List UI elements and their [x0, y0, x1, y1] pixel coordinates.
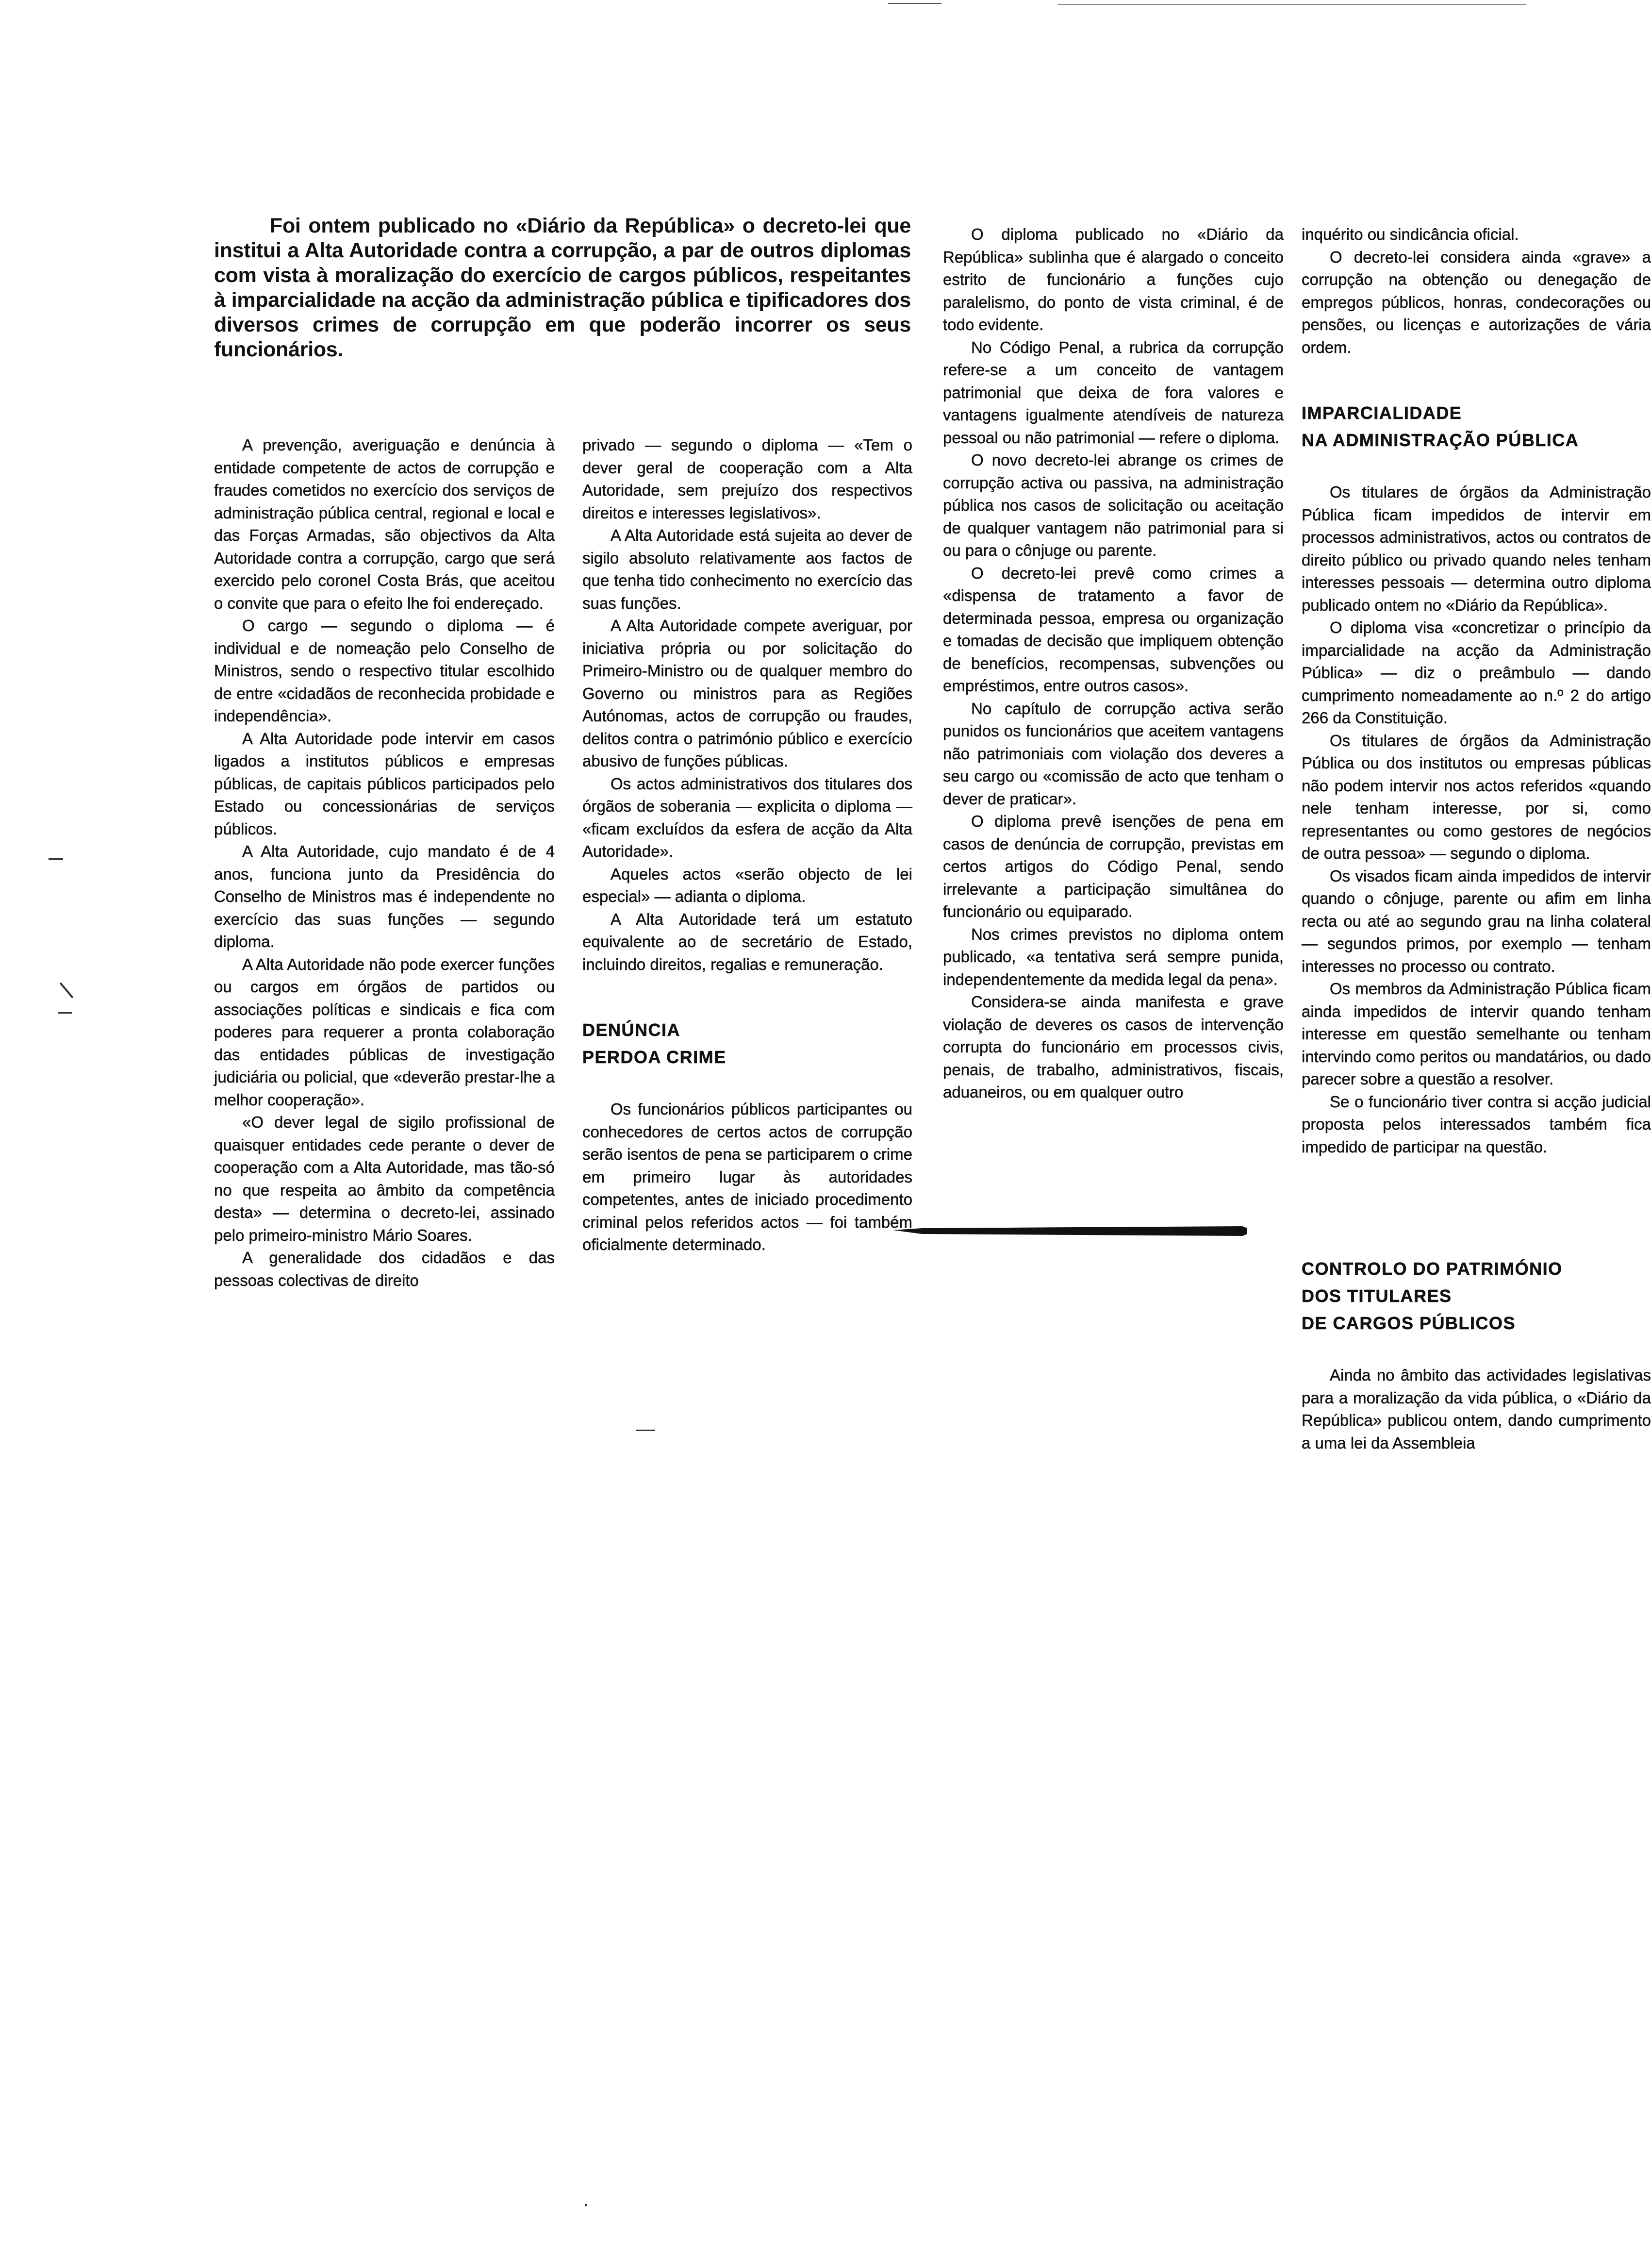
section-heading-controlo [1302, 1255, 1651, 1337]
heading-line: DE CARGOS PÚBLICOS [1302, 1313, 1516, 1333]
paragraph: O diploma publicado no «Diário da República» sublinha que é alargado o conceito estrito de funcionário a funções cujo paralelismo, do ponto de vista criminal, é de todo evidente. [943, 225, 1284, 334]
paragraph: O decreto-lei prevê como crimes a «dispensa de tratamento a favor de determinada pessoa, empresa ou organização e tomadas de decisão que impliquem obtenção de benefícios, recompensas, subvenções ou empréstimos, entre outros casos». [943, 564, 1284, 695]
paragraph: A Alta Autoridade terá um estatuto equivalente ao de secretário de Estado, incluindo direitos, regalias e remuneração. [582, 910, 912, 973]
article-column-2 [582, 434, 912, 1256]
paragraph: Os visados ficam ainda impedidos de intervir quando o cônjuge, parente ou afim em linha recta ou até ao segundo grau na linha colateral — segundos primos, por exemplo — tenham interesses no processo ou contrato. [1302, 867, 1651, 975]
paragraph: Se o funcionário tiver contra si acção judicial proposta pelos interessados também fica impedido de participar na questão. [1302, 1092, 1651, 1156]
article-column-1 [214, 434, 555, 1292]
paragraph: «O dever legal de sigilo profissional de quaisquer entidades cede perante o dever de cooperação com a Alta Autoridade, mas tão-só no que respeita ao âmbito da competência desta» — determina o decreto-lei, assinado pelo primeiro-ministro Mário Soares. [214, 1113, 555, 1244]
column-separator-bar [893, 1224, 1252, 1237]
section-heading-imparcialidade [1302, 400, 1651, 454]
paragraph: O novo decreto-lei abrange os crimes de corrupção activa ou passiva, na administração pública nos casos de solicitação ou aceitação de qualquer vantagem não patrimonial para si ou para o cônjuge ou parente. [943, 451, 1284, 559]
paragraph: O diploma prevê isenções de pena em casos de denúncia de corrupção, previstas em certos artigos do Código Penal, sendo irrelevante a participação simultânea do funcionário ou equiparado. [943, 812, 1284, 920]
scan-mark [49, 858, 63, 860]
scan-mark [60, 982, 74, 998]
paragraph: Aqueles actos «serão objecto de lei especial» — adianta o diploma. [582, 865, 912, 905]
paragraph: Os funcionários públicos participantes ou conhecedores de certos actos de corrupção serão isentos de pena se participarem o crime em primeiro lugar às autoridades competentes, antes de iniciado procedimento criminal pelos referidos actos — foi também oficialmente determinado. [582, 1100, 912, 1253]
article-column-3 [943, 223, 1284, 1104]
section-heading-denuncia [582, 1017, 912, 1071]
paragraph: Os titulares de órgãos da Administração Pública ficam impedidos de intervir em processos administrativos, actos ou contratos de direito público ou privado quando neles tenham interesses pessoais — determina outro diploma publicado ontem no «Diário da República». [1302, 483, 1651, 614]
paragraph: A generalidade dos cidadãos e das pessoas colectivas de direito [214, 1249, 555, 1289]
top-rule-left [888, 3, 941, 4]
paragraph: A Alta Autoridade compete averiguar, por iniciativa própria ou por solicitação do Primeiro-Ministro ou de qualquer membro do Governo ou ministros para as Regiões Autónomas, actos de corrupção ou fraudes, delitos contra o património público e exercício abusivo de funções públicas. [582, 617, 912, 770]
scan-mark [636, 1430, 655, 1431]
heading-line: IMPARCIALIDADE [1302, 403, 1462, 423]
heading-line: PERDOA CRIME [582, 1047, 726, 1067]
paragraph: Os membros da Administração Pública ficam ainda impedidos de intervir quando tenham interesse em questão semelhante ou tenham intervindo como peritos ou mandatários, ou dado parecer sobre a questão a resolver. [1302, 980, 1651, 1088]
top-rule-right [1058, 4, 1526, 5]
paragraph: A Alta Autoridade, cujo mandato é de 4 anos, funciona junto da Presidência do Conselho de Ministros mas é independente no exercício das suas funções — segundo diploma. [214, 842, 555, 951]
paragraph: No capítulo de corrupção activa serão punidos os funcionários que aceitem vantagens não patrimoniais com violação dos deveres a seu cargo ou «comissão de acto que tenham o dever de praticar». [943, 699, 1284, 808]
paragraph: O cargo — segundo o diploma — é individual e de nomeação pelo Conselho de Ministros, sendo o respectivo titular escolhido de entre «cidadãos de reconhecida probidade e independência». [214, 617, 555, 725]
heading-line: DENÚNCIA [582, 1020, 681, 1040]
paragraph: A Alta Autoridade não pode exercer funções ou cargos em órgãos de partidos ou associações políticas e sindicais e fica com poderes para requerer a pronta colaboração das entidades públicas de investigação judiciária ou policial, que «deverão prestar-lhe a melhor cooperação». [214, 955, 555, 1109]
paragraph: Os actos administrativos dos titulares dos órgãos de soberania — explicita o diploma — «ficam excluídos da esfera de acção da Alta Autoridade». [582, 774, 912, 860]
paragraph: inquérito ou sindicância oficial. [1302, 225, 1519, 243]
paragraph: A Alta Autoridade está sujeita ao dever de sigilo absoluto relativamente aos factos de que tenha tido conhecimento no exercício das suas funções. [582, 526, 912, 612]
paragraph: Nos crimes previstos no diploma ontem publicado, «a tentativa será sempre punida, independentemente da medida legal da pena». [943, 925, 1284, 988]
heading-line: NA ADMINISTRAÇÃO PÚBLICA [1302, 430, 1579, 450]
paragraph: Os titulares de órgãos da Administração Pública ou dos institutos ou empresas públicas não podem intervir nos actos referidos «quando nele tenham interesse, por si, como representantes ou como gestores de negócios de outra pessoa» — segundo o diploma. [1302, 731, 1651, 862]
heading-line: DOS TITULARES [1302, 1286, 1452, 1306]
paragraph: Ainda no âmbito das actividades legislativas para a moralização da vida pública, o «Diário da República» publicou ontem, dando cumprimento a uma lei da Assembleia [1302, 1366, 1651, 1452]
paragraph: No Código Penal, a rubrica da corrupção refere-se a um conceito de vantagem patrimonial que deixa de fora valores e vantagens igualmente atendíveis de natureza pessoal ou não patrimonial — refere o diploma. [943, 338, 1284, 447]
article-column-4 [1302, 223, 1651, 1454]
heading-line: CONTROLO DO PATRIMÓNIO [1302, 1259, 1563, 1279]
paragraph: privado — segundo o diploma — «Tem o dever geral de cooperação com a Alta Autoridade, sem prejuízo dos respectivos direitos e interesses legislativos». [582, 436, 912, 522]
paragraph: Considera-se ainda manifesta e grave violação de deveres os casos de intervenção corrupta do funcionário em processos civis, penais, de trabalho, administrativos, fiscais, aduaneiros, ou em qualquer outro [943, 993, 1284, 1101]
paragraph: O diploma visa «concretizar o princípio da imparcialidade na acção da Administração Pública» — diz o preâmbulo — dando cumprimento nomeadamente ao n.º 2 do artigo 266 da Constituição. [1302, 618, 1651, 727]
article-lead: Foi ontem publicado no «Diário da República» o decreto-lei que institui a Alta Autoridade contra a corrupção, a par de outros diplomas com vista à moralização do exercício de cargos públicos, respeitantes à imparcialidade na acção da administração pública e tipificadores dos diversos crimes de corrupção em que poderão incorrer os seus funcionários. [214, 214, 911, 361]
paragraph: A prevenção, averiguação e denúncia à entidade competente de actos de corrupção e fraudes cometidos no exercício dos serviços de administração pública central, regional e local e das Forças Armadas, são objectivos da Alta Autoridade contra a corrupção, cargo que será exercido pelo coronel Costa Brás, que aceitou o convite que para o efeito lhe foi endereçado. [214, 436, 555, 612]
scan-mark [58, 1012, 72, 1014]
paragraph: O decreto-lei considera ainda «grave» a corrupção na obtenção ou denegação de empregos públicos, honras, condecorações ou pensões, ou licenças e autorizações de vária ordem. [1302, 248, 1651, 356]
scan-mark [585, 2204, 587, 2206]
paragraph: A Alta Autoridade pode intervir em casos ligados a institutos públicos e empresas públicas, de capitais públicos participados pelo Estado ou concessionárias de serviços públicos. [214, 729, 555, 838]
